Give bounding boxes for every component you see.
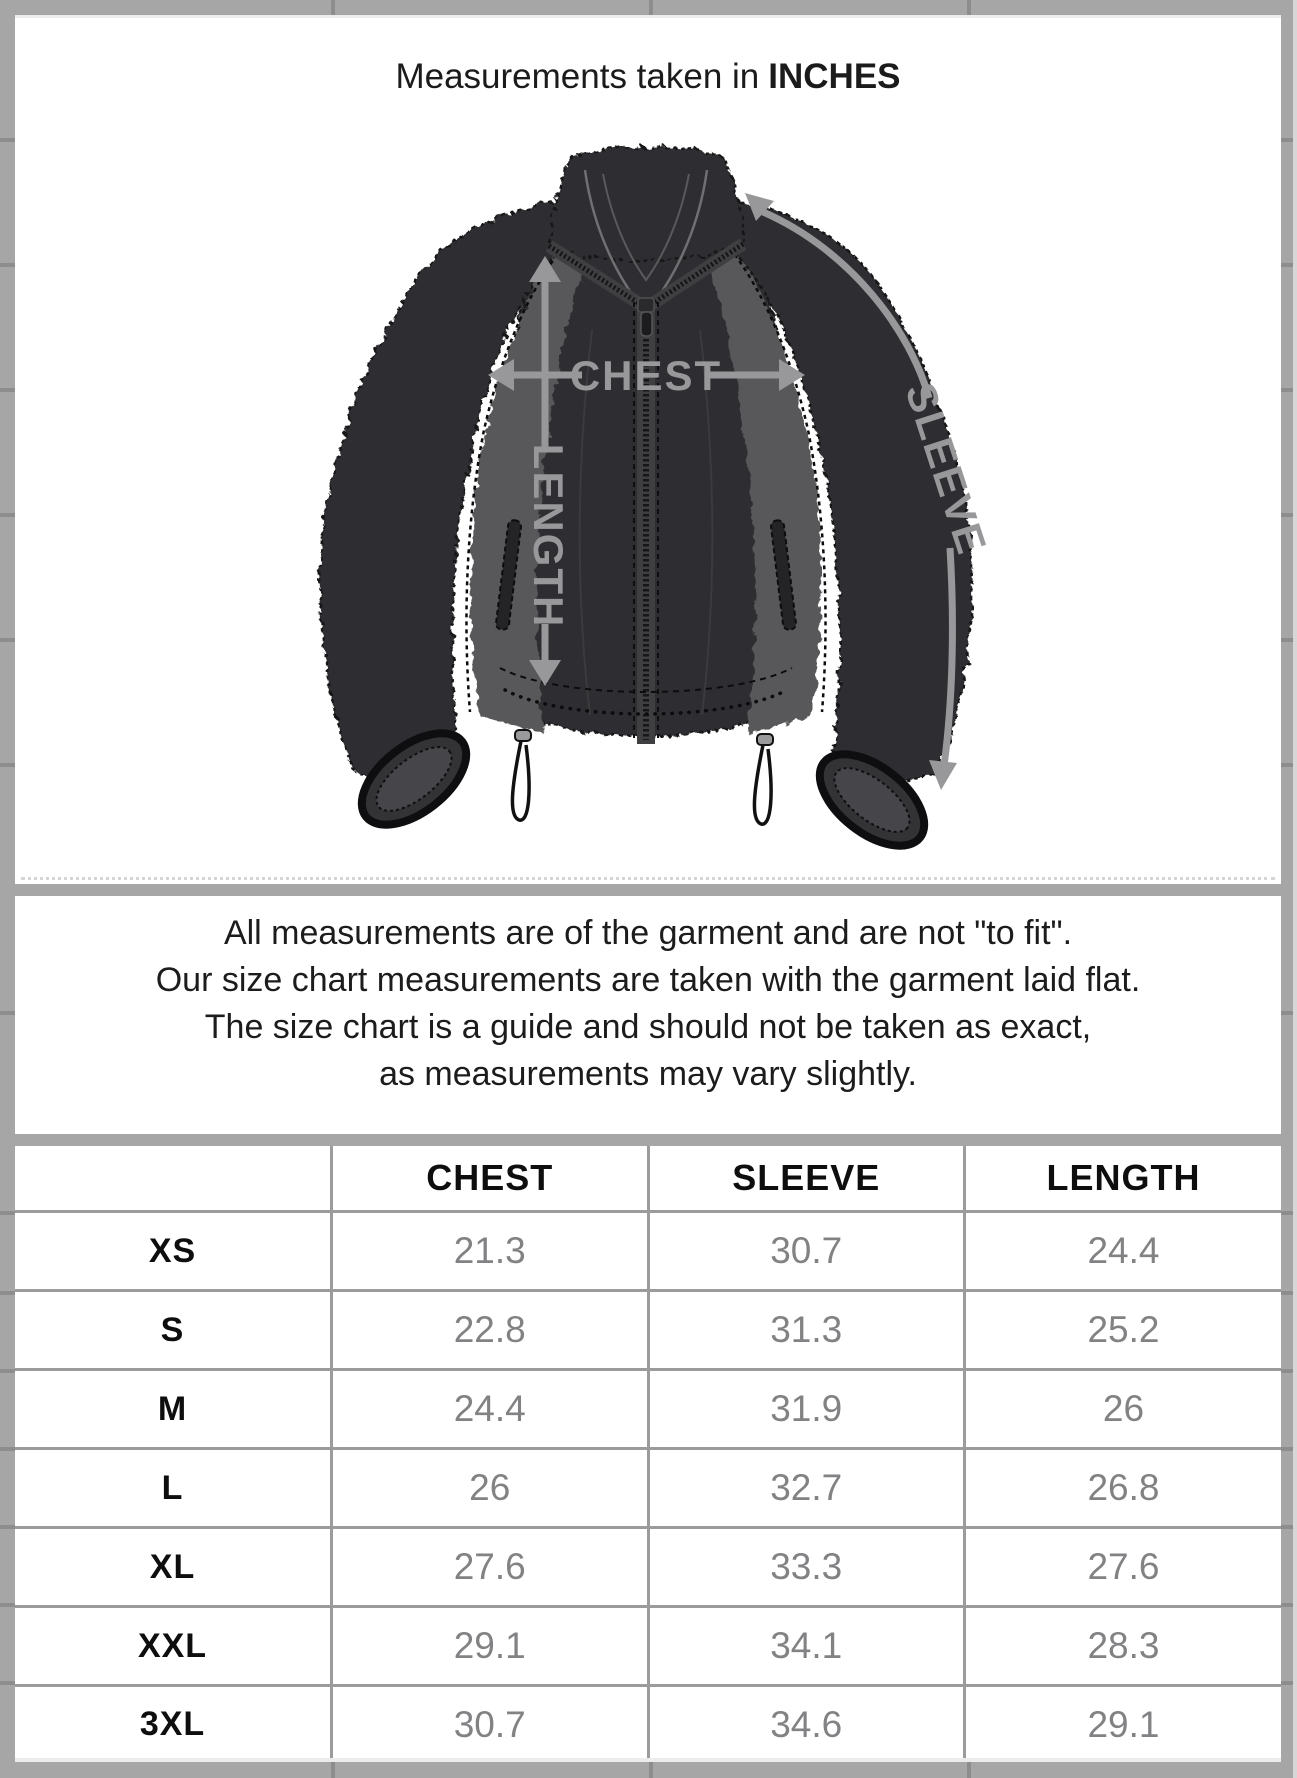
- section-divider: [15, 884, 1281, 896]
- border-tick: [0, 1011, 15, 1015]
- size-label: S: [15, 1291, 332, 1370]
- section-divider: [15, 1134, 1281, 1146]
- border-tick: [0, 1603, 15, 1607]
- border-tick: [649, 1762, 653, 1778]
- border-tick: [1281, 1211, 1293, 1215]
- border-tick: [1281, 1011, 1293, 1015]
- size-table: [15, 1146, 1281, 1762]
- chart-title-text: Measurements taken in: [395, 57, 760, 96]
- measurement-note: [15, 896, 1281, 1134]
- header-row: [15, 1146, 1281, 1212]
- length-value: 24.4: [965, 1212, 1282, 1291]
- chest-label: CHEST: [569, 352, 723, 399]
- size-label: XL: [15, 1528, 332, 1607]
- border-tick: [0, 638, 15, 642]
- section-rule: [21, 877, 1275, 880]
- sleeve-label: SLEEVE: [896, 377, 997, 561]
- frame-highlight: [1293, 0, 1297, 1778]
- sleeve-value: 33.3: [648, 1528, 965, 1607]
- border-tick: [1281, 1681, 1293, 1685]
- border-tick: [1281, 638, 1293, 642]
- chest-value: 24.4: [332, 1370, 649, 1449]
- border-tick: [0, 513, 15, 517]
- border-tick: [0, 1291, 15, 1295]
- table-row: [15, 1528, 1281, 1607]
- chest-value: 29.1: [332, 1607, 649, 1686]
- sleeve-value: 32.7: [648, 1449, 965, 1528]
- length-value: 28.3: [965, 1607, 1282, 1686]
- border-tick: [0, 388, 15, 392]
- chest-value: 21.3: [332, 1212, 649, 1291]
- border-tick: [0, 1681, 15, 1685]
- sleeve-value: 30.7: [648, 1212, 965, 1291]
- border-tick: [331, 0, 335, 15]
- table-row: [15, 1686, 1281, 1762]
- frame-highlight: [15, 15, 1281, 18]
- length-value: 26.8: [965, 1449, 1282, 1528]
- frame-highlight: [15, 1758, 1281, 1762]
- drawcord-right: [754, 734, 773, 824]
- border-tick: [1281, 1369, 1293, 1373]
- column-header-chest: CHEST: [332, 1146, 649, 1212]
- border-tick: [967, 1762, 971, 1778]
- border-tick: [0, 1525, 15, 1529]
- note-line: as measurements may vary slightly.: [379, 1055, 917, 1093]
- table-row: [15, 1212, 1281, 1291]
- border-tick: [967, 0, 971, 15]
- border-tick: [1281, 263, 1293, 267]
- chest-value: 30.7: [332, 1686, 649, 1762]
- table-row: [15, 1607, 1281, 1686]
- border-tick: [0, 1211, 15, 1215]
- border-tick: [1281, 513, 1293, 517]
- table-row: [15, 1370, 1281, 1449]
- border-tick: [1281, 763, 1293, 767]
- border-tick: [1281, 1291, 1293, 1295]
- border-tick: [0, 1447, 15, 1451]
- border-tick: [1281, 138, 1293, 142]
- note-line: The size chart is a guide and should not be taken as exact,: [204, 1008, 1092, 1046]
- column-header-sleeve: SLEEVE: [648, 1146, 965, 1212]
- note-line: All measurements are of the garment and are not "to fit".: [223, 914, 1073, 952]
- border-tick: [1281, 388, 1293, 392]
- length-label: LENGTH: [524, 443, 572, 629]
- sleeve-value: 31.3: [648, 1291, 965, 1370]
- size-label: XS: [15, 1212, 332, 1291]
- border-tick: [1281, 1447, 1293, 1451]
- column-header-length: LENGTH: [965, 1146, 1282, 1212]
- border-tick: [0, 763, 15, 767]
- border-tick: [0, 1369, 15, 1373]
- jacket-diagram: [300, 128, 1000, 873]
- border-tick: [0, 138, 15, 142]
- length-value: 27.6: [965, 1528, 1282, 1607]
- note-line: Our size chart measurements are taken with the garment laid flat.: [155, 961, 1141, 999]
- table-row: [15, 1291, 1281, 1370]
- size-table-section: [15, 1146, 1281, 1762]
- border-tick: [649, 0, 653, 15]
- drawcord-left: [512, 730, 531, 820]
- size-label: XXL: [15, 1607, 332, 1686]
- border-tick: [331, 1762, 335, 1778]
- size-chart-content: [15, 15, 1281, 1762]
- length-value: 25.2: [965, 1291, 1282, 1370]
- sleeve-value: 34.1: [648, 1607, 965, 1686]
- size-label: M: [15, 1370, 332, 1449]
- chart-title: [15, 57, 1281, 97]
- sleeve-value: 34.6: [648, 1686, 965, 1762]
- chest-value: 22.8: [332, 1291, 649, 1370]
- size-label: L: [15, 1449, 332, 1528]
- sleeve-value: 31.9: [648, 1370, 965, 1449]
- length-value: 29.1: [965, 1686, 1282, 1762]
- size-label: 3XL: [15, 1686, 332, 1762]
- column-header-size: [15, 1146, 332, 1212]
- border-tick: [1281, 1525, 1293, 1529]
- table-row: [15, 1449, 1281, 1528]
- chart-title-unit: INCHES: [768, 57, 901, 96]
- chest-value: 27.6: [332, 1528, 649, 1607]
- length-value: 26: [965, 1370, 1282, 1449]
- diagram-section: [15, 15, 1281, 884]
- chest-value: 26: [332, 1449, 649, 1528]
- border-tick: [1281, 1603, 1293, 1607]
- zipper-pull: [638, 298, 654, 312]
- jacket-collar: [549, 147, 744, 261]
- border-tick: [0, 263, 15, 267]
